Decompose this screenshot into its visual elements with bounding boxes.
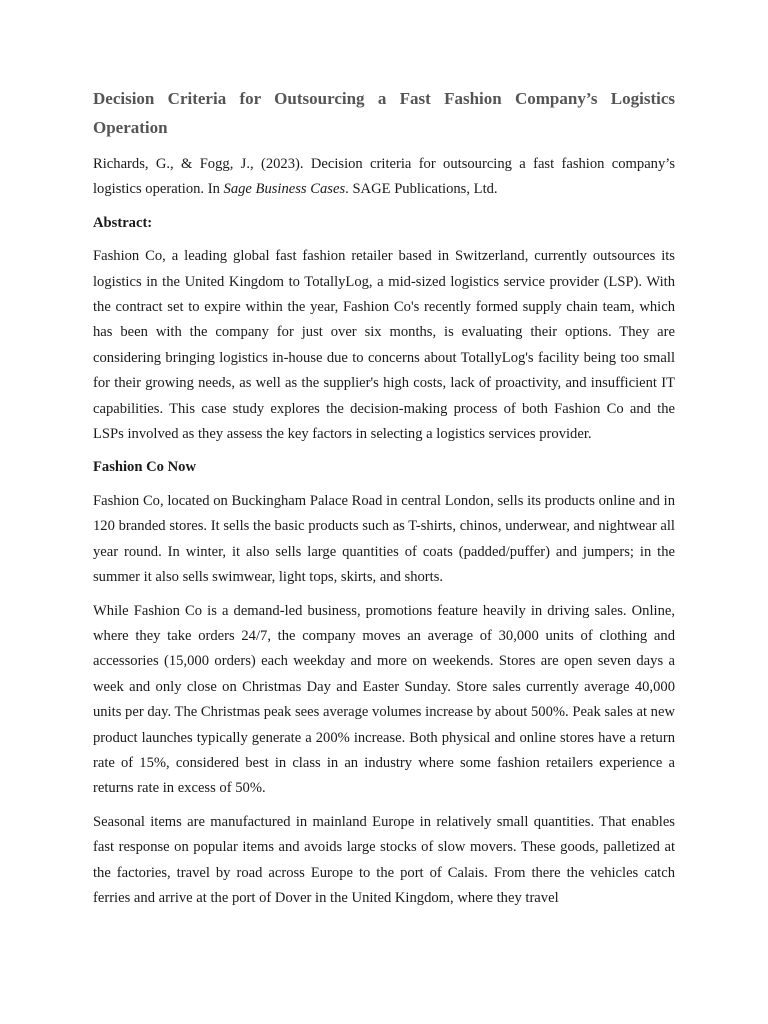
body-paragraph: Seasonal items are manufactured in mainland Europe in relatively small quantities. That enables fast response on popular items and avoids large stocks of slow movers. These goods, palletized at the factories, travel by road across Europe to the port of Calais. From there the vehicles catch ferries and arrive at the port of Dover in the United Kingdom, where they travel [93, 813, 675, 906]
body-paragraph: Fashion Co, located on Buckingham Palace Road in central London, sells its products online and in 120 branded stores. It sells the basic products such as T-shirts, chinos, underwear, and nightwear all year round. In winter, it also sells large quantities of coats (padded/puffer) and jumpers; in the summer it also sells swimwear, light tops, skirts, and shorts. [93, 492, 675, 586]
abstract-paragraph: Fashion Co, a leading global fast fashion retailer based in Switzerland, currently outsources its logistics in the United Kingdom to TotallyLog, a mid-sized logistics service provider (LSP). With the contract set to expire within the year, Fashion Co's recently formed supply chain team, which has been with the company for just over six months, is evaluating their options. They are considering bringing logistics in-house due to concerns about TotallyLog's facility being too small for their growing needs, as well as the supplier's high costs, lack of proactivity, and insufficient IT capabilities. This case study explores the decision-making process of both Fashion Co and the LSPs involved as they assess the key factors in selecting a logistics services provider. [93, 248, 675, 443]
abstract-heading: Abstract: [93, 214, 153, 231]
document-title: Decision Criteria for Outsourcing a Fast Fashion Company’s Logistics Operation [93, 89, 675, 137]
citation-publisher: . SAGE Publications, Ltd. [345, 181, 498, 198]
document-page [93, 84, 675, 919]
citation-text: Richards, G., & Fogg, J., (2023). Decision criteria for outsourcing a fast fashion company’s logistics operation. In [93, 156, 675, 198]
citation-source: Sage Business Cases [223, 181, 346, 198]
citation [93, 152, 675, 203]
body-paragraph: While Fashion Co is a demand-led business, promotions feature heavily in driving sales. Online, where they take orders 24/7, the company moves an average of 30,000 units of clothing and accessories (15,000 orders) each weekday and more on weekends. Stores are open seven days a week and only close on Christmas Day and Easter Sunday. Store sales currently average 40,000 units per day. The Christmas peak sees average volumes increase by about 500%. Peak sales at new product launches typically generate a 200% increase. Both physical and online stores have a return rate of 15%, considered best in class in an industry where some fashion retailers experience a returns rate in excess of 50%. [93, 602, 675, 797]
section-heading: Fashion Co Now [93, 459, 196, 476]
